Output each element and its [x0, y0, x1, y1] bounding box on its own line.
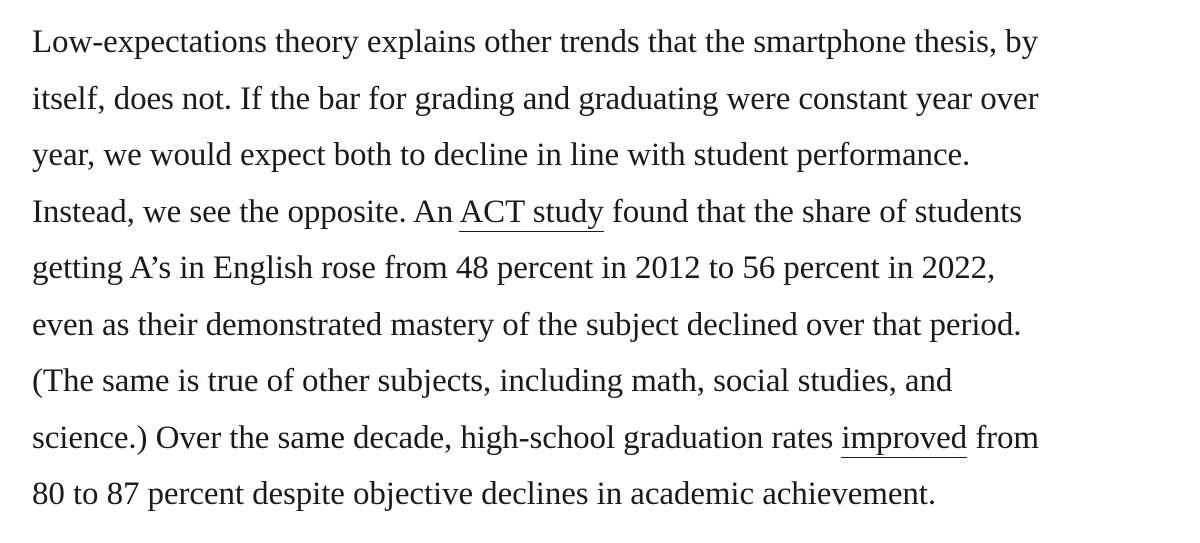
- text-line-4-start: Instead, we see the opposite. An: [32, 193, 460, 230]
- text-line-3: year, we would expect both to decline in line with student performance.: [32, 137, 971, 173]
- text-line-4: [32, 184, 1182, 241]
- article-paragraph: [32, 14, 1182, 523]
- text-line-8-start: science.) Over the same decade, high-school graduation rates: [32, 419, 842, 456]
- text-line-4-end: found that the share of students: [611, 193, 1022, 230]
- improved-link[interactable]: improved: [841, 419, 968, 456]
- text-line-7: (The same is true of other subjects, including math, social studies, and: [32, 363, 953, 399]
- text-line-8: [32, 410, 1182, 467]
- text-line-8-end: from: [967, 419, 1039, 456]
- text-line-6: even as their demonstrated mastery of the subject declined over that period.: [32, 306, 1022, 343]
- act-study-link[interactable]: ACT study: [459, 193, 604, 230]
- text-line-1: Low-expectations theory explains other trends that the smartphone thesis, by: [32, 24, 1038, 60]
- text-line-9: 80 to 87 percent despite objective declines in academic achievement.: [32, 476, 936, 512]
- text-line-5: getting A’s in English rose from 48 percent in 2012 to 56 percent in 2022,: [32, 250, 996, 286]
- text-line-2: itself, does not. If the bar for grading and graduating were constant year over: [32, 80, 1039, 117]
